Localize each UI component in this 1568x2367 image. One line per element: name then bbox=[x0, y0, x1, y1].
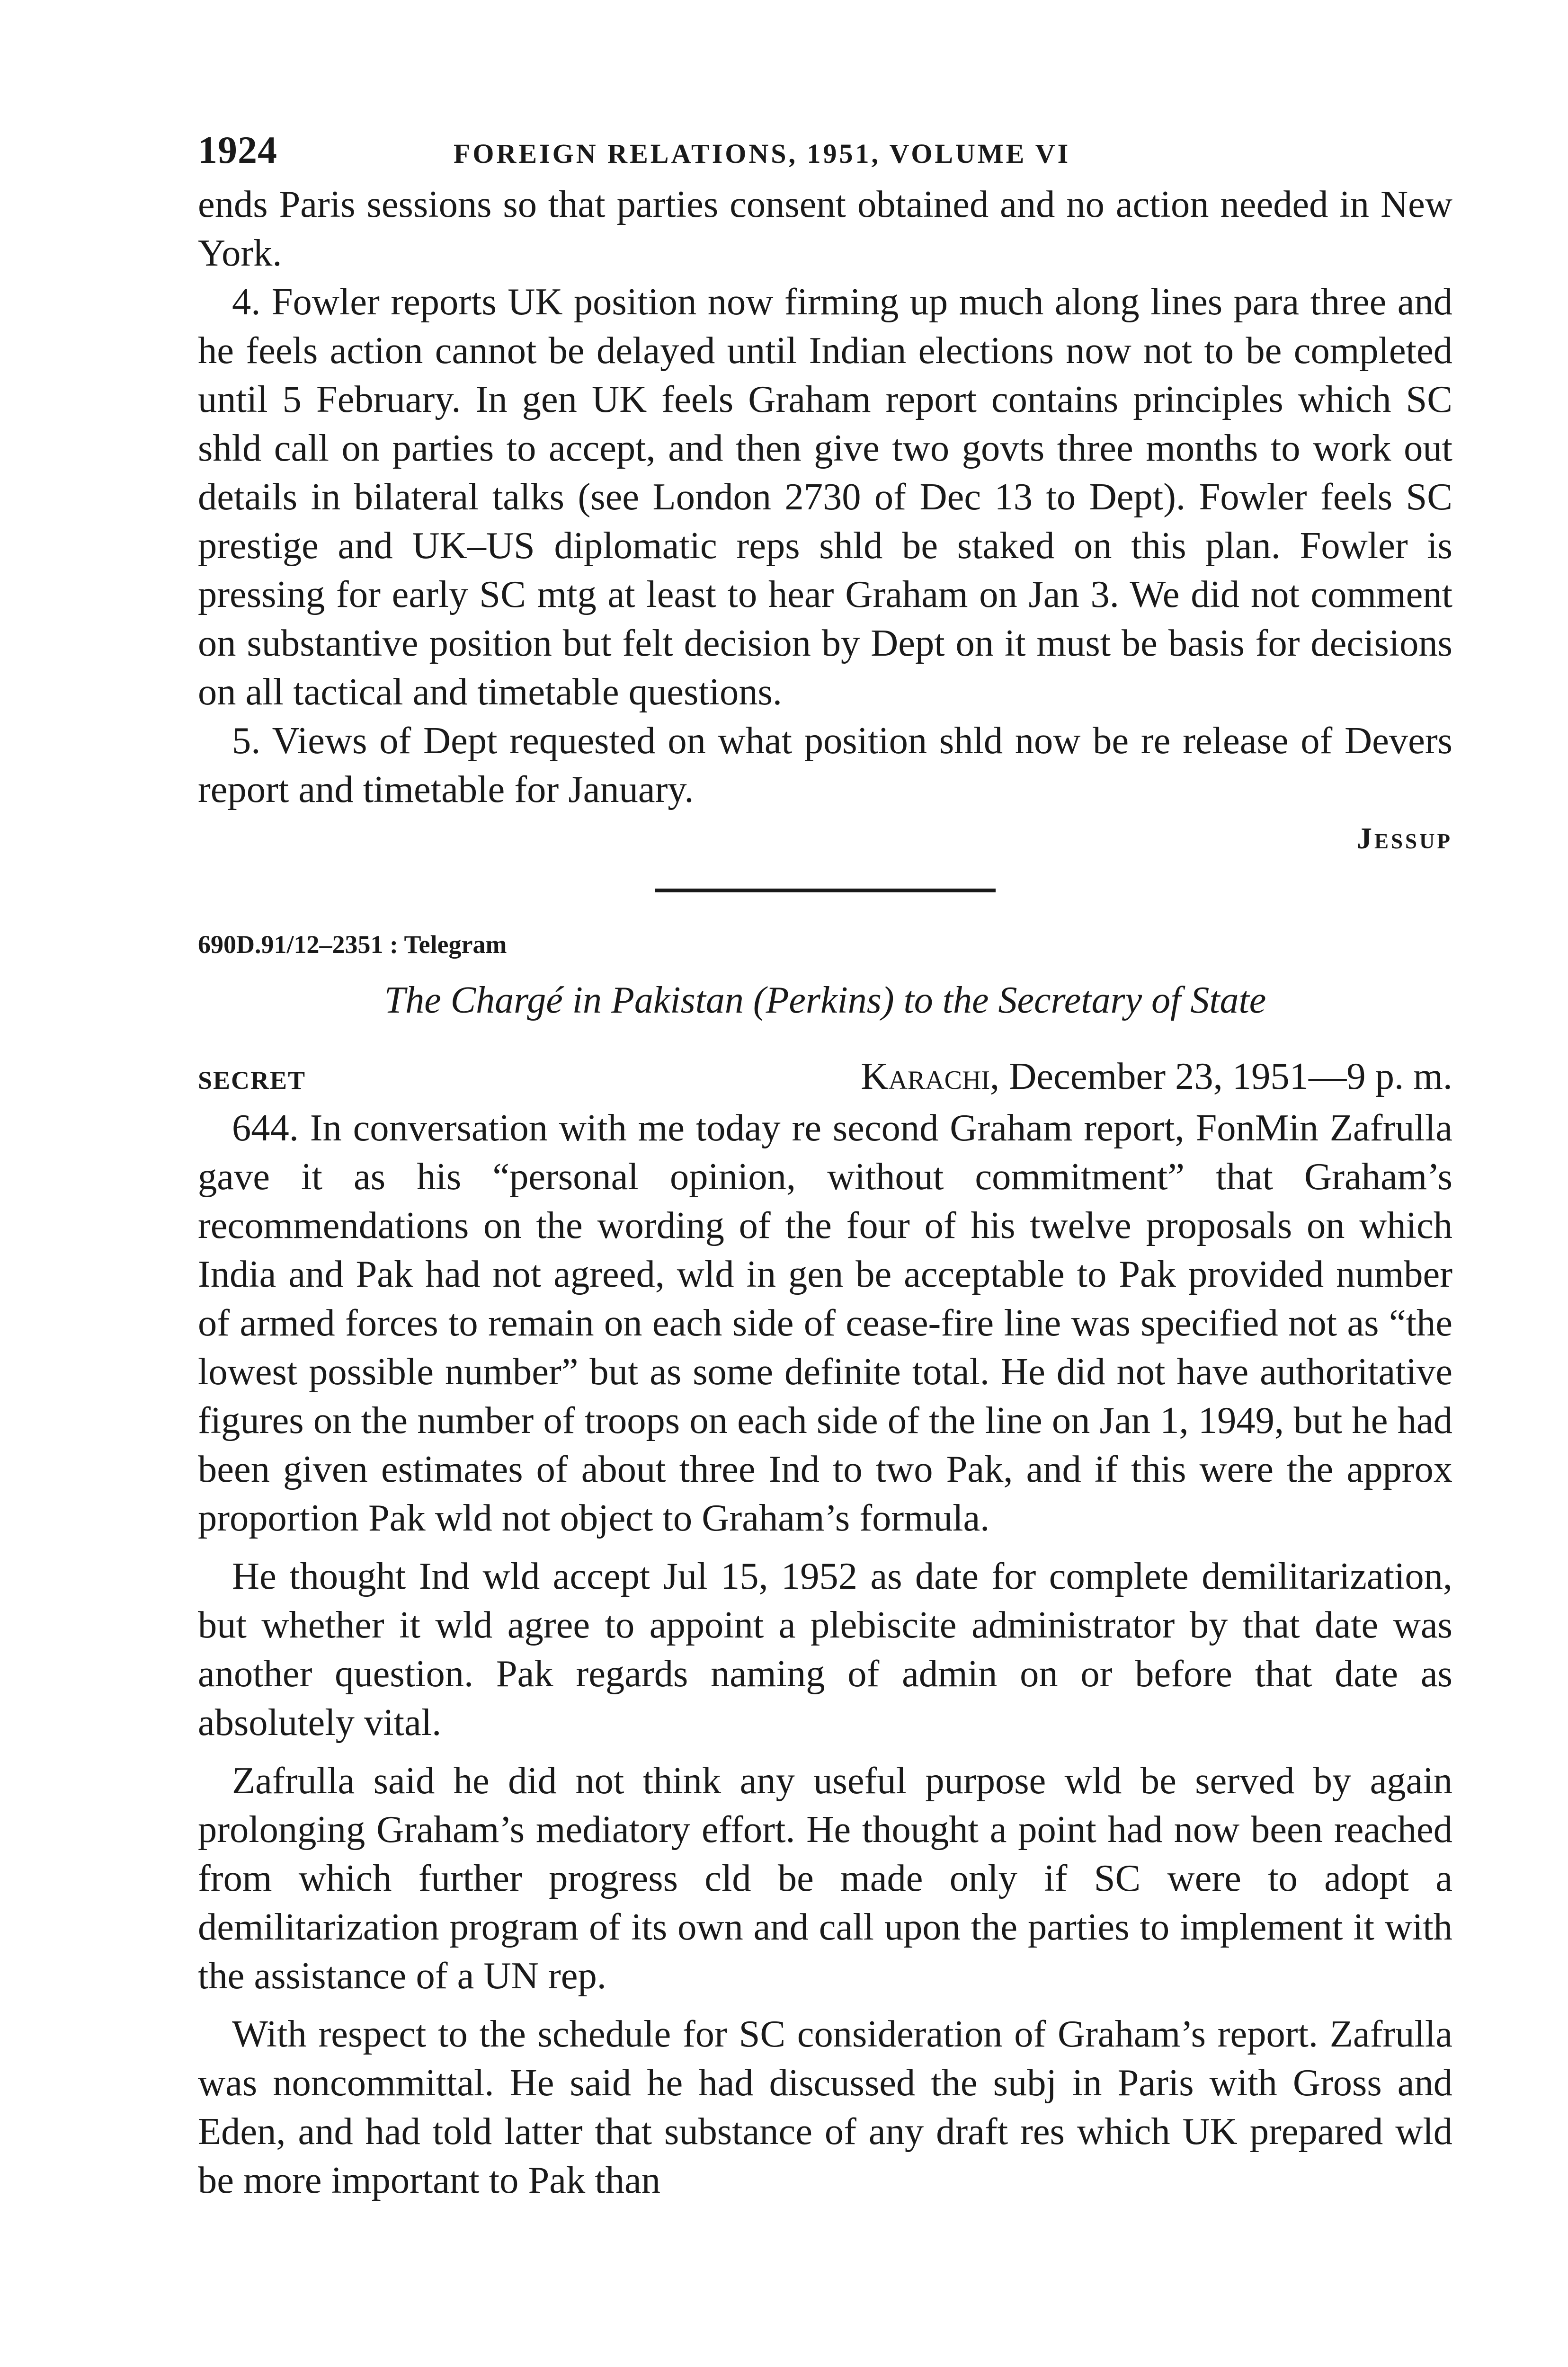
running-head bbox=[198, 128, 1452, 180]
signature-jessup: Jessup bbox=[1356, 821, 1452, 855]
page-number: 1924 bbox=[198, 128, 277, 171]
date-line bbox=[861, 1055, 1452, 1098]
classification-label: SECRET bbox=[198, 1066, 306, 1095]
body-paragraph-4: With respect to the schedule for SC consideration of Graham’s report. Zafrulla was noncommittal. He said he had discussed the subj in Paris with Gross and Eden, and had told latter that substance of any draft res which UK prepared wld be more important to Pak than bbox=[198, 2013, 1452, 2201]
date-value: December 23, 1951—9 p. m. bbox=[999, 1055, 1452, 1097]
continuation-paragraph: ends Paris sessions so that parties consent obtained and no action needed in New York. bbox=[198, 183, 1452, 274]
running-title: FOREIGN RELATIONS, 1951, VOLUME VI bbox=[454, 138, 1071, 169]
dateline bbox=[198, 1055, 1452, 1103]
body-paragraph-2: He thought Ind wld accept Jul 15, 1952 as date for complete demilitarization, but whether it wld agree to appoint a plebiscite administrator by that date was another question. Pak regards naming of admin on or before that date as absolutely vital. bbox=[198, 1555, 1452, 1744]
body-paragraph-3: Zafrulla said he did not think any useful purpose wld be served by again prolonging Graham’s mediatory effort. He thought a point had now been reached from which further progress cld be made only if SC were to adopt a demilitarization program of its own and call upon the parties to implement it with the assistance of a UN rep. bbox=[198, 1760, 1452, 1997]
paragraph-5: 5. Views of Dept requested on what position shld now be re release of Devers report and timetable for January. bbox=[198, 720, 1452, 810]
document-title: The Chargé in Pakistan (Perkins) to the Secretary of State bbox=[384, 979, 1266, 1021]
paragraph-4: 4. Fowler reports UK position now firming up much along lines para three and he feels action cannot be delayed until Indian elections now not to be completed until 5 February. In gen UK feels Graham report contains principles which SC shld call on parties to accept, and then give two govts three months to work out details in bilateral talks (see London 2730 of Dec 13 to Dept). Fowler feels SC prestige and UK–US diplomatic reps shld be staked on this plan. Fowler is pressing for early SC mtg at least to hear Graham on Jan 3. We did not comment on substantive position but felt decision by Dept on it must be basis for decisions on all tactical and timetable questions. bbox=[198, 281, 1452, 713]
body-paragraph-1: 644. In conversation with me today re second Graham report, FonMin Zafrulla gave it as his “personal opinion, without commitment” that Graham’s recommendations on the wording of the four of his twelve proposals on which India and Pak had not agreed, wld in gen be acceptable to Pak provided number of armed forces to remain on each side of cease-fire line was specified not as “the lowest possible number” but as some definite total. He did not have authoritative figures on the number of troops on each side of the line on Jan 1, 1949, but he had been given estimates of about three Ind to two Pak, and if this were the approx proportion Pak wld not object to Graham’s formula. bbox=[198, 1107, 1452, 1539]
section-divider bbox=[655, 889, 996, 892]
place-name: Karachi, bbox=[861, 1055, 1000, 1097]
file-number: 690D.91/12–2351 : Telegram bbox=[198, 930, 507, 959]
document-page bbox=[198, 128, 1452, 2205]
